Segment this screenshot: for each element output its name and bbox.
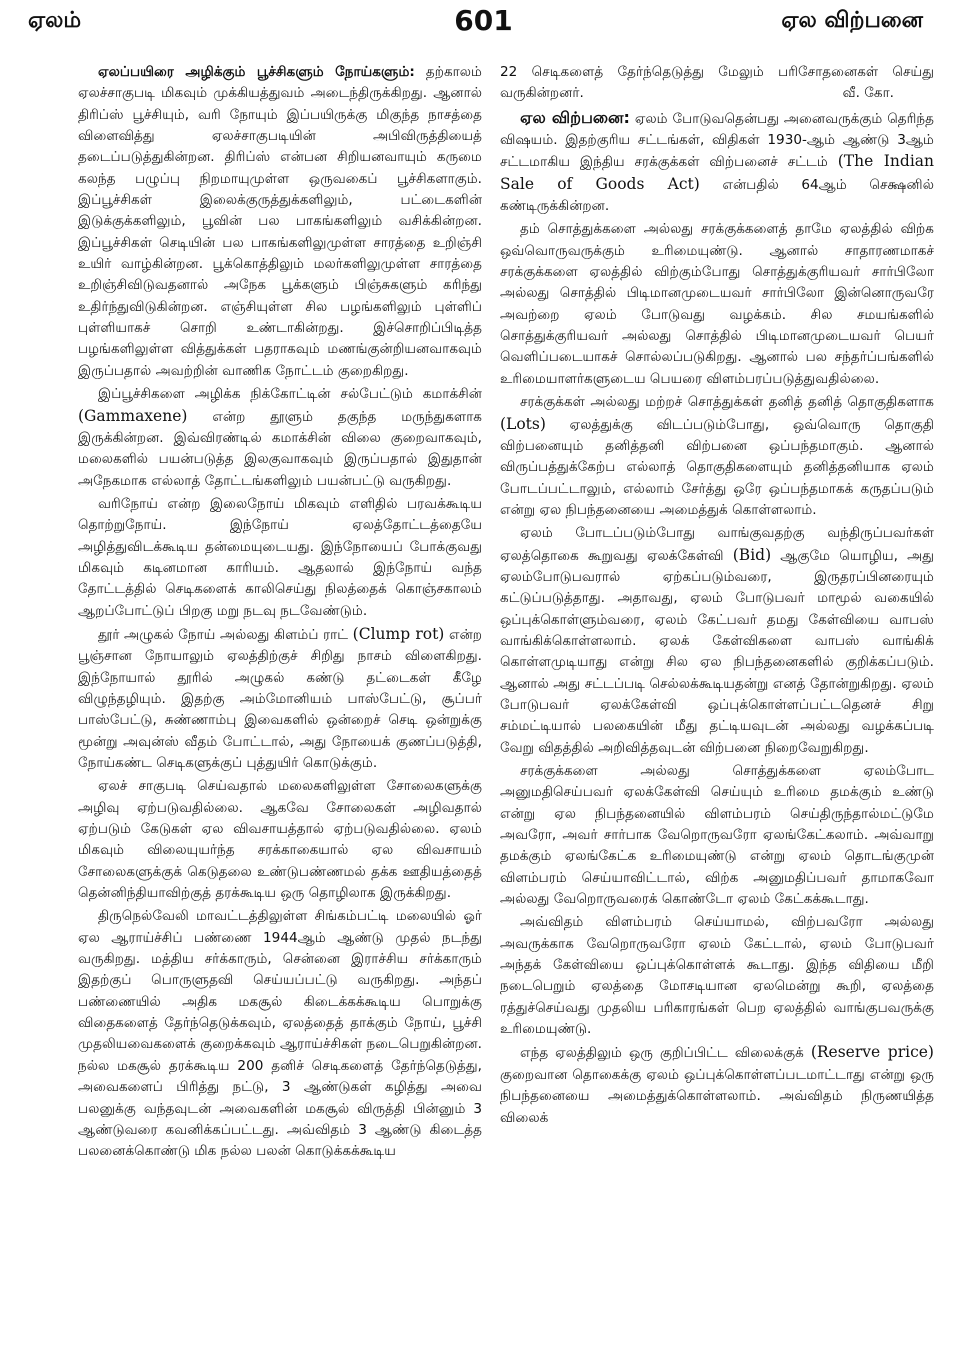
right-column (500, 62, 934, 1354)
paragraph-text: ஆகுமே யொழிய, அது ஏலம்போடுபவரால் ஏற்கப்படும்வரை, இருதரப்பினரையும் கட்டுப்படுத்தாது. அதாவது, ஏலம் போடுபவர் மாமூல் வகையில் ஒப்புக்கொள்ளும்வரை, ஏலம் கேட்பவர் தமது கேள்வியை வாபஸ் வாங்கிக்கொள்ளலாம். ஏலக் கேள்விகளை வாபஸ் வாங்கிக் கொள்ளமுடியாது என்று சில ஏல நிபந்தனைகளில் குறிக்கப்படும். ஆனால் அது சட்டப்படி செல்லக்கூடியதன்று எனத் தோன்றுகிறது. ஏலம் போடுபவர் ஏலக்கேள்வி ஒப்புக்கொள்ளப்பட்டதெனச் சிறு சம்மட்டியால் பலகையின் மீது தட்டியவுடன் அல்லது வழக்கப்படி வேறு விதத்தில் அறிவித்தவுடன் விற்பனை நிறைவேறுகிறது. (500, 547, 934, 756)
paragraph-text: வரிநோய் என்ற இலைநோய் மிகவும் எளிதில் பரவக்கூடிய தொற்றுநோய். இந்நோய் ஏலத்தோட்டத்தையே அழித்துவிடக்கூடிய தன்மையுடையது. இந்நோயைப் போக்குவது மிகவும் கடினமான காரியம். ஆதலால் இந்நோய் வந்த தோட்டத்தில் செடிகளைக் காலிசெய்து நிலத்தைக் கொஞ்சகாலம் ஆறப்போட்டுப் பிறகு மறு நடவு நடவேண்டும். (78, 495, 482, 619)
left-column (78, 62, 482, 1354)
paragraph-text: அவ்விதம் விளம்பரம் செய்யாமல், விற்பவரோ அல்லது அவருக்காக வேறொருவரோ ஏலம் கேட்டால், ஏலம் போடுபவர் அந்தக் கேள்வியை ஒப்புக்கொள்ளக் கூடாது. இந்த விதியை மீறி நடைபெறும் ஏலத்தை மோசடியான ஏலமென்று கூறி, ஏலத்தை ரத்துச்செய்வது முதலிய பரிகாரங்கள் பெற ஏலத்தில் வாங்குபவருக்கு உரிமையுண்டு. (500, 914, 934, 1038)
paragraph-reserve-price (500, 1042, 934, 1128)
paragraph-pests (78, 62, 482, 382)
english-term: (Clump rot) (352, 624, 445, 643)
english-term: (Bid) (732, 545, 772, 564)
english-term: (Reserve price) (810, 1043, 934, 1062)
paragraph-seller-bid (500, 761, 934, 910)
running-head-left: ஏலம் (28, 8, 82, 33)
paragraph-lots (500, 392, 934, 521)
paragraph-text: ஏலச் சாகுபடி செய்வதால் மலைகளிலுள்ள சோலைகளுக்கு அழிவு ஏற்படுவதில்லை. ஆகவே சோலைகள் அழிவதால் ஏற்படும் கேடுகள் ஏல விவசாயத்தால் ஏற்படுவதில்லை. ஏலம் மிகவும் விலையுயர்ந்த சரக்காகையால் ஏல விவசாயம் சோலைகளுக்குக் கெடுதலை உண்டுபண்ணமல் தக்க ஊதியத்தைத் தென்னிந்தியாவிற்குத் தரக்கூடிய ஒரு தொழிலாக இருக்கிறது. (78, 778, 482, 902)
english-term: (The Indian Sale of Goods Act) (500, 152, 934, 193)
paragraph-text: சரக்குக்களை அல்லது சொத்துக்களை ஏலம்போட அனுமதிசெய்பவர் ஏலக்கேள்வி செய்யும் உரிமை தமக்கும் உண்டு என்று ஏல நிபந்தனையில் விளம்பரம் செய்திருந்தால்மட்டுமே அவரோ, அவர் சார்பாக வேறொருவரோ ஏலங்கேட்கலாம். அவ்வாறு தமக்கும் ஏலங்கேட்க உரிமையுண்டு என்று ஏலம் தொடங்குமுன் விளம்பரம் செய்யாவிட்டால், விற்க அனுமதிப்பவர் தாமாகவோ அல்லது வேறொருவரைக் கொண்டோ ஏலம் கேட்கக்கூடாது. (500, 763, 934, 908)
paragraph-forests (78, 776, 482, 904)
paragraph-text: என்ற தூளும் தகுந்த மருந்துகளாக இருக்கின்றன. இவ்விரண்டில் கமாக்சின் விலை குறைவாகவும், மலைகளில் பயன்படுத்த இலகுவாகவும் இருப்பதால் இதுதான் அநேகமாக எல்லாத் தோட்டங்களிலும் பயன்பட்டு வருகிறது. (78, 408, 482, 489)
paragraph-text: 22 செடிகளைத் தேர்ந்தெடுத்து மேலும் பரிசோதனைகள் செய்து வருகின்றனர். (500, 64, 934, 102)
paragraph-text: எந்த ஏலத்திலும் ஒரு குறிப்பிட்ட விலைக்குக் (520, 1045, 804, 1062)
paragraph-text: சரக்குக்கள் அல்லது மற்றச் சொத்துக்கள் தனித் தனித் தொகுதிகளாக (520, 394, 934, 411)
running-head-right: ஏல விற்பனை (781, 8, 923, 33)
paragraph-auction-intro (500, 107, 934, 218)
page-header (0, 0, 967, 56)
section-lead-pests: ஏலப்பயிரை அழிக்கும் பூச்சிகளும் நோய்களும்: (98, 64, 415, 80)
paragraph-mosaic (78, 494, 482, 622)
english-term: (Lots) (500, 414, 546, 433)
paragraph-text: என்பதில் 64ஆம் செக்ஷனில் கண்டிருக்கின்றன. (500, 176, 934, 215)
paragraph-text: குறைவான தொகைக்கு ஏலம் ஒப்புக்கொள்ளப்படமாட்டாது என்று ஒரு நிபந்தனையை அமைத்துக்கொள்ளலாம். அவ்விதம் நிருணயித்த விலைக் (500, 1066, 934, 1126)
english-term: (Gammaxene) (78, 406, 188, 425)
paragraph-text: ஏலம் போடுவதென்பது அனைவருக்கும் தெரிந்த விஷயம். இதற்குரிய சட்டங்கள், விதிகள் 1930-ஆம் ஆண்டு 3ஆம் சட்டமாகிய இந்திய சரக்குக்கள் விற்பனைச் சட்டம் (500, 110, 934, 171)
paragraph-text: என்ற பூஞ்சான நோயாலும் ஏலத்திற்குச் சிறிது நாசம் விளைகிறது. இந்நோயால் தூரில் அழுகல் கண்டு தட்டைகள் கீழே விழுந்தழியும். இதற்கு அம்மோனியம் பாஸ்பேட்டு, சூப்பர் பாஸ்பேட்டு, சுண்ணாம்பு இவைகளில் ஒன்றைச் செடி ஒன்றுக்கு மூன்று அவுன்ஸ் வீதம் போட்டால், அது நோயைக் குணப்படுத்தி, நோய்கண்ட செடிகளுக்குப் புத்துயிர் கொடுக்கும். (78, 626, 482, 771)
paragraph-text: இப்பூச்சிகளை அழிக்க நிக்கோட்டின் சல்பேட்டும் கமாக்சின் (98, 386, 482, 403)
paragraph-research-farm (78, 906, 482, 1162)
paragraph-clump-rot (78, 624, 482, 774)
paragraph-gammaxene (78, 384, 482, 492)
paragraph-text: தூர் அழுகல் நோய் அல்லது கிளம்ப் ராட் (98, 626, 349, 643)
page-number: 601 (454, 4, 513, 37)
paragraph-text: தற்காலம் ஏலச்சாகுபடி மிகவும் முக்கியத்துவம் அடைந்திருக்கிறது. ஆனால் திரிப்ஸ் பூச்சியும், வரி நோயும் இப்பயிருக்கு மிகுந்த நாசத்தை விளைவித்து ஏலச்சாகுபடியின் அபிவிருத்தியைத் தடைப்படுத்துகின்றன. திரிப்ஸ் என்பன சிறியனவாயும் கருமை கலந்த பழுப்பு நிறமாயுமுள்ள ஒருவகைப் பூச்சிகளாகும். இப்பூச்சிகள் இலைக்குருத்துக்களிலும், பட்டைகளின் இடுக்குக்களிலும், பூவின் பல பாகங்களிலும் வசிக்கின்றன. இப்பூச்சிகள் செடியின் பல பாகங்களிலுமுள்ள சாரத்தை உறிஞ்சி உயிர் வாழ்கின்றன. பூக்கொத்திலும் மலர்களிலுமுள்ள சாரத்தை உறிஞ்சிவிடுவதனால் அநேக பூக்களும் பிஞ்சுகளும் கரிந்து உதிர்ந்துவிடுகின்றன. எஞ்சியுள்ள சில பழங்களிலும் புள்ளிப் புள்ளியாகச் சொறி உண்டாகின்றது. இச்சொறிப்பிடித்த பழங்களிலுள்ள வித்துக்கள் பதராகவும் மணங்குன்றியனவாகவும் இருப்பதால் அவற்றின் வாணிக நோட்டம் குறைகிறது. (78, 64, 482, 379)
paragraph-text: தம் சொத்துக்களை அல்லது சரக்குக்களைத் தாமே ஏலத்தில் விற்க ஒவ்வொருவருக்கும் உரிமையுண்டு. ஆனால் சாதாரணமாகச் சரக்குக்களை ஏலத்தில் விற்கும்போது சொத்துக்குரியவர் சார்பிலோ அல்லது சொத்தில் பிடிமானமுடையவர் சார்பிலோ இன்னொருவரே அவற்றை ஏலம் போடுவது வழக்கம். சில சமயங்களில் சொத்துக்குரியவர் அல்லது சொத்தில் பிடிமானமுடையவர் பெயர் வெளிப்படையாகச் சொல்லப்படுகிறது. ஆனால் பல சந்தர்ப்பங்களில் உரிமையாளர்களுடைய பெயரை விளம்பரப்படுத்துவதில்லை. (500, 221, 934, 387)
section-heading: ஏல விற்பனை: (520, 107, 630, 127)
paragraph-rights (500, 219, 934, 390)
author-initials: வீ. கோ. (842, 85, 894, 102)
paragraph-text: ஏலத்துக்கு விடப்படும்போது, ஒவ்வொரு தொகுதி விற்பனையும் தனித்தனி விற்பனை ஒப்பந்தமாகும். ஆனால் விருப்பத்துக்கேற்ப எல்லாத் தொகுதிகளையும் தனித்தனியாக ஏலம் போடப்பட்டாலும், எல்லாம் சேர்த்து ஒரே ஒப்பந்தமாகக் கருதப்படும் என்று ஏல நிபந்தனையை அமைத்துக் கொள்ளலாம். (500, 416, 934, 518)
paragraph-bid (500, 523, 934, 759)
paragraph-fraud (500, 912, 934, 1040)
paragraph-continued (500, 62, 934, 105)
paragraph-text: ஏலம் போடப்படும்போது வாங்குவதற்கு வந்திருப்பவர்கள் ஏலத்தொகை கூறுவது ஏலக்கேள்வி (500, 525, 934, 564)
paragraph-text: திருநெல்வேலி மாவட்டத்திலுள்ள சிங்கம்பட்டி மலையில் ஓர் ஏல ஆராய்ச்சிப் பண்ணை 1944ஆம் ஆண்டு முதல் நடந்து வருகிறது. மத்திய சர்க்காரும், சென்னை இராச்சிய சர்க்காரும் இதற்குப் பொருளுதவி செய்யப்பட்டு வருகிறது. அந்தப் பண்ணையில் அதிக மகசூல் கிடைக்கக்கூடிய பொறுக்கு விதைகளைத் தேர்ந்தெடுக்கவும், ஏலத்தைத் தாக்கும் நோய், பூச்சி முதலியவைகளைக் குறைக்கவும் ஆராய்ச்சிகள் நடைபெறுகின்றன. நல்ல மகசூல் தரக்கூடிய 200 தனிச் செடிகளைத் தேர்ந்தெடுத்து, அவைகளைப் பிரித்து நட்டு, 3 ஆண்டுகள் கழித்து அவை பலனுக்கு வந்தவுடன் அவைகளின் மகசூல் விருத்தி பின்னும் 3 ஆண்டுவரை கவனிக்கப்பட்டது. அவ்விதம் 3 ஆண்டு கிடைத்த பலனைக்கொண்டு மிக நல்ல பலன் கொடுக்கக்கூடிய (78, 908, 482, 1160)
